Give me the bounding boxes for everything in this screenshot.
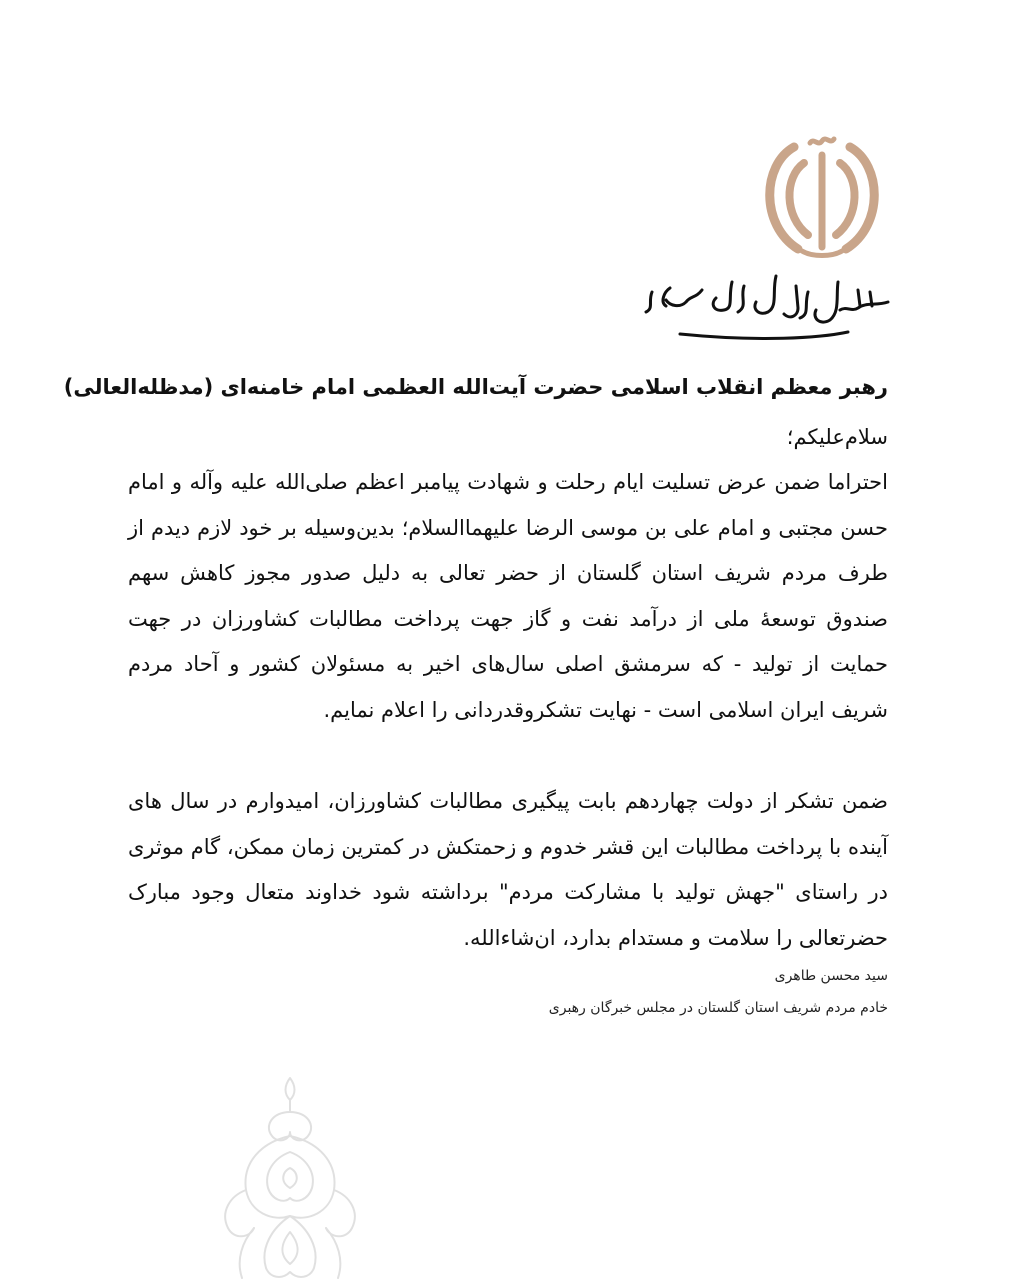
addressee-heading: رهبر معظم انقلاب اسلامی حضرت آیت‌الله العظمی امام خامنه‌ای (مدظله‌العالی) (63, 375, 888, 399)
iran-emblem-icon (752, 125, 892, 265)
paragraph-1: احتراما ضمن عرض تسلیت ایام رحلت و شهادت پیامبر اعظم صلی‌الله علیه وآله و امام حسن مجتبی و امام علی بن موسی الرضا علیهما‌السلام؛ بدین‌وسیله بر خود لازم دیدم از طرف مردم شریف استان گلستان از حضر تعالی به دلیل صدور مجوز کاهش سهم صندوق توسعهٔ ملی از درآمد نفت و گاز جهت پرداخت مطالبات کشاورزان در جهت حمایت از تولید - که سرمشق اصلی سال‌های اخیر به مسئولان کشور و آحاد مردم شریف ایران اسلامی است - نهایت تشکروقدردانی را اعلام نمایم. (128, 470, 888, 722)
basmala-calligraphy (640, 262, 892, 348)
paragraph-2: ضمن تشکر از دولت چهاردهم بابت پیگیری مطالبات کشاورزان، امیدوارم در سال های آینده با پرداخت مطالبات این قشر خدوم و زحمتکش در کمترین زمان ممکن، گام موثری در راستای "جهش تولید با مشارکت مردم" برداشته شود خداوند متعال وجود مبارک حضرتعالی را سلامت و مستدام بدارد، ان‌شاءالله. (128, 789, 888, 950)
signatory-title: خادم مردم شریف استان گلستان در مجلس خبرگان رهبری (548, 1000, 888, 1016)
floral-ornament-icon (212, 1072, 368, 1280)
letter-body (63, 364, 888, 961)
signatory-name: سید محسن طاهری (774, 968, 888, 984)
signature-block (549, 960, 888, 1024)
salutation: سلام‌علیکم؛ (786, 425, 888, 449)
